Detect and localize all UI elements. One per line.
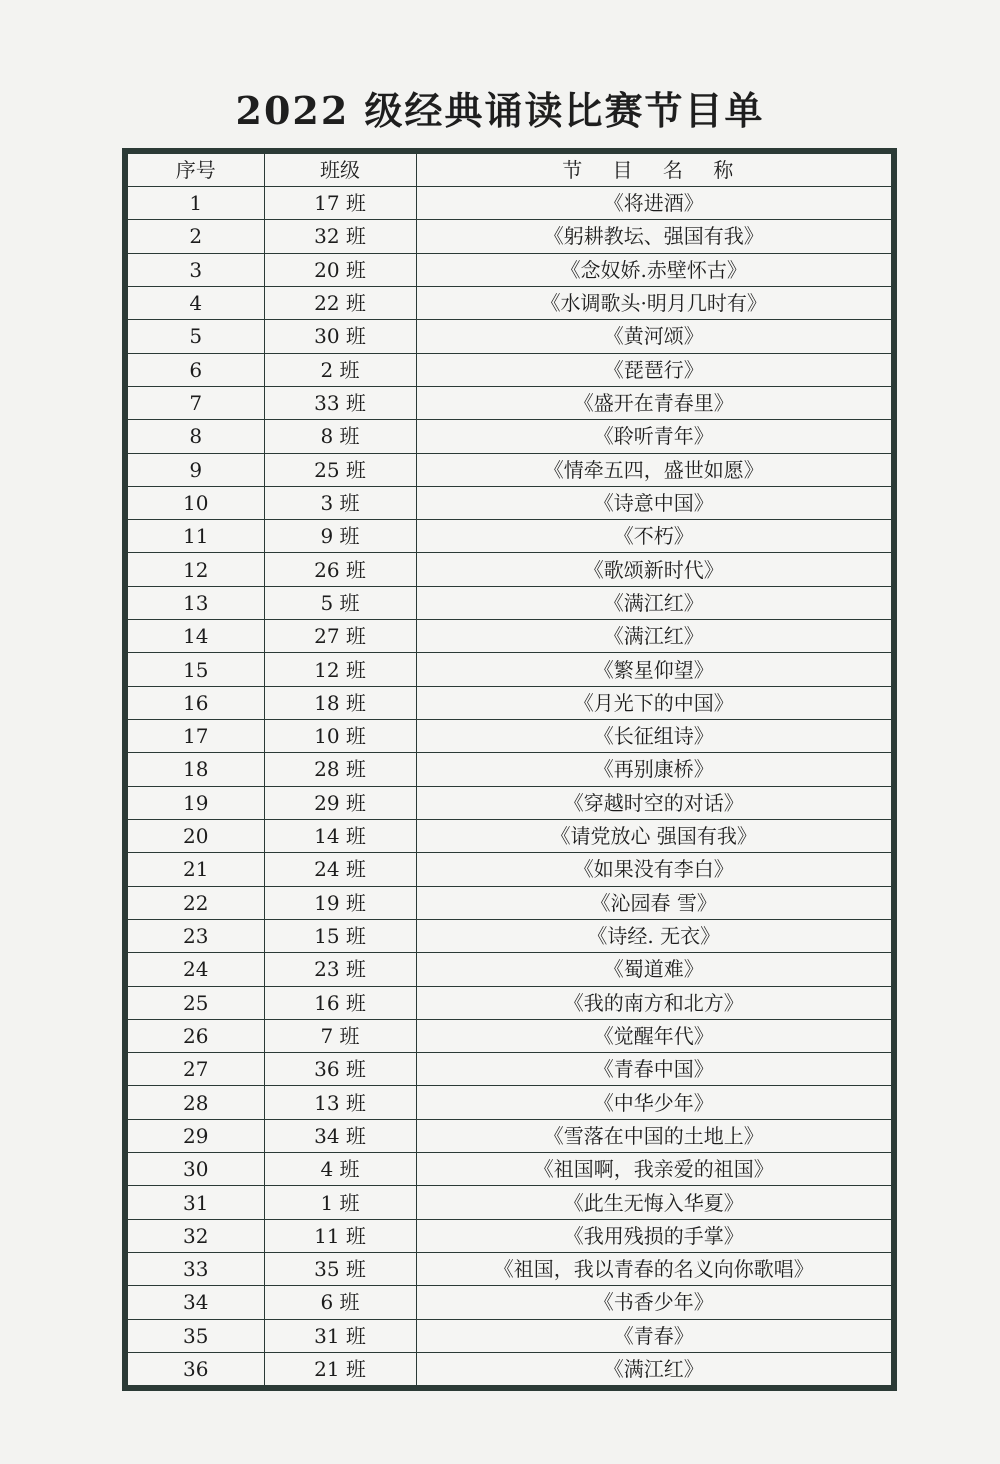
table-row (128, 853, 891, 886)
row-program-name: 《聆听青年》 (416, 420, 891, 453)
table-row (128, 1053, 891, 1086)
row-class: 9 班 (264, 520, 416, 553)
table-row (128, 1219, 891, 1252)
row-program-name: 《青春》 (416, 1319, 891, 1352)
row-index: 20 (128, 819, 264, 852)
row-program-name: 《此生无悔入华夏》 (416, 1186, 891, 1219)
row-program-name: 《黄河颂》 (416, 320, 891, 353)
row-index: 36 (128, 1352, 264, 1385)
row-program-name: 《情牵五四，盛世如愿》 (416, 453, 891, 486)
row-program-name: 《诗意中国》 (416, 486, 891, 519)
row-program-name: 《中华少年》 (416, 1086, 891, 1119)
table-row (128, 1086, 891, 1119)
row-index: 25 (128, 986, 264, 1019)
row-index: 3 (128, 253, 264, 286)
row-index: 17 (128, 720, 264, 753)
row-class: 2 班 (264, 353, 416, 386)
row-index: 13 (128, 586, 264, 619)
row-index: 10 (128, 486, 264, 519)
row-program-name: 《歌颂新时代》 (416, 553, 891, 586)
table-row (128, 586, 891, 619)
table-row (128, 520, 891, 553)
row-class: 31 班 (264, 1319, 416, 1352)
table-row (128, 1352, 891, 1385)
row-program-name: 《书香少年》 (416, 1286, 891, 1319)
header-index: 序号 (128, 154, 264, 187)
row-program-name: 《满江红》 (416, 1352, 891, 1385)
row-program-name: 《祖国，我以青春的名义向你歌唱》 (416, 1253, 891, 1286)
row-index: 28 (128, 1086, 264, 1119)
row-program-name: 《觉醒年代》 (416, 1019, 891, 1052)
program-table (122, 148, 897, 1391)
row-index: 6 (128, 353, 264, 386)
table-row (128, 553, 891, 586)
row-index: 16 (128, 686, 264, 719)
table-row (128, 353, 891, 386)
table-row (128, 453, 891, 486)
row-class: 15 班 (264, 919, 416, 952)
row-index: 12 (128, 553, 264, 586)
table-row (128, 1286, 891, 1319)
program-table-body (128, 154, 891, 1385)
row-index: 31 (128, 1186, 264, 1219)
table-row (128, 686, 891, 719)
row-class: 27 班 (264, 620, 416, 653)
header-class: 班级 (264, 154, 416, 187)
table-row (128, 1153, 891, 1186)
row-class: 5 班 (264, 586, 416, 619)
row-index: 33 (128, 1253, 264, 1286)
row-program-name: 《雪落在中国的土地上》 (416, 1119, 891, 1152)
table-row (128, 386, 891, 419)
row-index: 19 (128, 786, 264, 819)
row-index: 29 (128, 1119, 264, 1152)
row-index: 22 (128, 886, 264, 919)
row-index: 18 (128, 753, 264, 786)
row-class: 34 班 (264, 1119, 416, 1152)
row-index: 2 (128, 220, 264, 253)
table-row (128, 1253, 891, 1286)
table-header-row (128, 154, 891, 187)
row-program-name: 《我用残损的手掌》 (416, 1219, 891, 1252)
table-row (128, 253, 891, 286)
row-class: 3 班 (264, 486, 416, 519)
row-program-name: 《水调歌头·明月几时有》 (416, 286, 891, 319)
row-class: 10 班 (264, 720, 416, 753)
row-class: 33 班 (264, 386, 416, 419)
row-index: 32 (128, 1219, 264, 1252)
row-index: 27 (128, 1053, 264, 1086)
table-row (128, 886, 891, 919)
table-row (128, 753, 891, 786)
table-row (128, 420, 891, 453)
row-class: 20 班 (264, 253, 416, 286)
row-class: 17 班 (264, 187, 416, 220)
row-index: 9 (128, 453, 264, 486)
row-index: 34 (128, 1286, 264, 1319)
row-class: 8 班 (264, 420, 416, 453)
row-program-name: 《满江红》 (416, 620, 891, 653)
row-class: 22 班 (264, 286, 416, 319)
table-row (128, 786, 891, 819)
row-program-name: 《满江红》 (416, 586, 891, 619)
table-row (128, 720, 891, 753)
row-class: 1 班 (264, 1186, 416, 1219)
table-row (128, 187, 891, 220)
table-row (128, 1119, 891, 1152)
row-program-name: 《我的南方和北方》 (416, 986, 891, 1019)
row-index: 14 (128, 620, 264, 653)
row-index: 5 (128, 320, 264, 353)
table-row (128, 819, 891, 852)
row-class: 19 班 (264, 886, 416, 919)
row-index: 35 (128, 1319, 264, 1352)
row-class: 25 班 (264, 453, 416, 486)
table-row (128, 286, 891, 319)
row-program-name: 《月光下的中国》 (416, 686, 891, 719)
row-class: 18 班 (264, 686, 416, 719)
row-class: 11 班 (264, 1219, 416, 1252)
row-program-name: 《沁园春 雪》 (416, 886, 891, 919)
row-program-name: 《诗经. 无衣》 (416, 919, 891, 952)
row-class: 24 班 (264, 853, 416, 886)
row-class: 12 班 (264, 653, 416, 686)
table-row (128, 1186, 891, 1219)
row-index: 26 (128, 1019, 264, 1052)
row-index: 11 (128, 520, 264, 553)
row-index: 23 (128, 919, 264, 952)
row-program-name: 《蜀道难》 (416, 953, 891, 986)
row-program-name: 《琵琶行》 (416, 353, 891, 386)
row-index: 1 (128, 187, 264, 220)
row-class: 36 班 (264, 1053, 416, 1086)
row-class: 30 班 (264, 320, 416, 353)
row-program-name: 《盛开在青春里》 (416, 386, 891, 419)
table-row (128, 486, 891, 519)
row-index: 24 (128, 953, 264, 986)
table-row (128, 986, 891, 1019)
row-program-name: 《不朽》 (416, 520, 891, 553)
row-class: 13 班 (264, 1086, 416, 1119)
row-index: 21 (128, 853, 264, 886)
row-index: 30 (128, 1153, 264, 1186)
row-program-name: 《穿越时空的对话》 (416, 786, 891, 819)
row-program-name: 《躬耕教坛、强国有我》 (416, 220, 891, 253)
header-program-name: 节 目 名 称 (416, 154, 891, 187)
row-class: 7 班 (264, 1019, 416, 1052)
row-class: 21 班 (264, 1352, 416, 1385)
row-class: 32 班 (264, 220, 416, 253)
row-index: 8 (128, 420, 264, 453)
row-program-name: 《将进酒》 (416, 187, 891, 220)
row-program-name: 《祖国啊，我亲爱的祖国》 (416, 1153, 891, 1186)
table-row (128, 320, 891, 353)
row-program-name: 《青春中国》 (416, 1053, 891, 1086)
row-class: 4 班 (264, 1153, 416, 1186)
row-program-name: 《再别康桥》 (416, 753, 891, 786)
row-class: 14 班 (264, 819, 416, 852)
row-program-name: 《繁星仰望》 (416, 653, 891, 686)
row-index: 15 (128, 653, 264, 686)
table-row (128, 1319, 891, 1352)
row-program-name: 《长征组诗》 (416, 720, 891, 753)
table-row (128, 220, 891, 253)
row-class: 35 班 (264, 1253, 416, 1286)
row-class: 26 班 (264, 553, 416, 586)
row-index: 4 (128, 286, 264, 319)
row-class: 23 班 (264, 953, 416, 986)
row-class: 29 班 (264, 786, 416, 819)
row-index: 7 (128, 386, 264, 419)
row-program-name: 《如果没有李白》 (416, 853, 891, 886)
table-row (128, 953, 891, 986)
table-row (128, 653, 891, 686)
table-row (128, 620, 891, 653)
row-class: 28 班 (264, 753, 416, 786)
row-program-name: 《请党放心 强国有我》 (416, 819, 891, 852)
row-class: 6 班 (264, 1286, 416, 1319)
table-row (128, 1019, 891, 1052)
row-class: 16 班 (264, 986, 416, 1019)
row-program-name: 《念奴娇.赤壁怀古》 (416, 253, 891, 286)
page-title: 2022 级经典诵读比赛节目单 (235, 88, 765, 133)
table-row (128, 919, 891, 952)
